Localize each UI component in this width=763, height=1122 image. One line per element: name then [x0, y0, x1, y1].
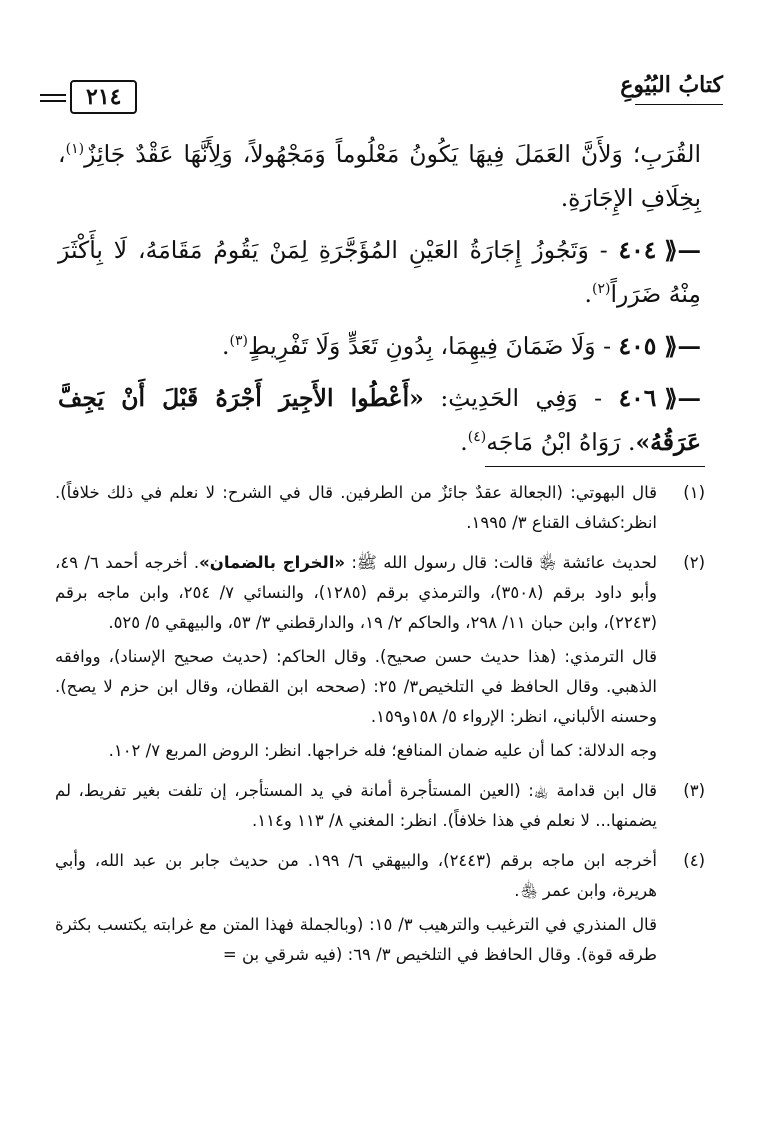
- page-header: [40, 70, 723, 116]
- hadith-quote: «الخراج بالضمان»: [199, 553, 346, 572]
- header-double-rule: [40, 94, 66, 102]
- book-title: كتابُ البُيُوعِ: [620, 72, 723, 98]
- footnote-separator: [485, 466, 705, 467]
- item-405: [58, 324, 701, 368]
- item-406: [58, 376, 701, 464]
- footnote-body: [55, 846, 657, 974]
- footnote-paragraph: قال ابن قدامة ﵀: (العين المستأجرة أمانة في يد المستأجر، إن تلفت بغير تفريط، لم يضمنها... لا نعلم في هذا خلافاً). انظر: المغني ٨/ ١١٣ و١١٤.: [55, 781, 657, 830]
- footnote-ref-4[interactable]: (٤): [467, 429, 487, 446]
- footnote-paragraph: قال البهوتي: (الجعالة عقدٌ جائزٌ من الطرفين. قال في الشرح: لا نعلم في ذلك خلافاً). انظر:كشاف القناع ٣/ ١٩٩٥.: [55, 483, 657, 532]
- hadith-quote: «أَعْطُوا الأَجِيرَ أَجْرَهُ قَبْلَ أَنْ يَجِفَّ عَرَقُهُ»: [58, 384, 701, 456]
- footnote-4: [55, 846, 705, 974]
- item-marker: —⟪: [664, 236, 701, 264]
- item-text: - وَفِي الحَدِيثِ:: [423, 384, 603, 412]
- footnote-lead-rest: . أخرجه أحمد ٦/ ٤٩، وأبو داود برقم (٣٥٠٨)، والترمذي برقم (١٢٨٥)، والنسائي ٧/ ٢٥٤، وابن ماجه برقم (٢٢٤٣)، وابن حبان ١١/ ٢٩٨، والحاكم ٢/ ١٩، والدارقطني ٣/ ٥٣، والبيهقي ٥/ ٥٢٥.: [55, 553, 658, 632]
- footnote-paragraph: قال الترمذي: (هذا حديث حسن صحيح). وقال الحاكم: (حديث صحيح الإسناد)، ووافقه الذهبي. وقال الحافظ في التلخيص٣/ ٢٥: (صححه ابن القطان، وقال ابن حزم لا يصح). وحسنه الألباني، انظر: الإرواء ٥/ ١٥٨و١٥٩.: [55, 647, 657, 726]
- footnote-paragraph: وجه الدلالة: كما أن عليه ضمان المنافع؛ فله خراجها. انظر: الروض المربع ٧/ ١٠٢.: [108, 741, 657, 760]
- paragraph-intro: [58, 132, 701, 220]
- footnote-number: (٤): [683, 851, 705, 870]
- item-number: ٤٠٥: [618, 332, 657, 360]
- footnote-number: (١): [683, 483, 705, 502]
- item-text: - وَلَا ضَمَانَ فِيهِمَا، بِدُونِ تَعَدٍّ وَلَا تَفْرِيطٍ: [247, 332, 612, 360]
- footnote-lead: لحديث عائشة ﵂ قالت: قال رسول الله ﷺ:: [345, 553, 657, 572]
- paragraph-text-end: ، بِخِلَافِ الإِجَارَةِ.: [58, 140, 701, 212]
- footnote-paragraph: قال المنذري في الترغيب والترهيب ٣/ ١٥: (وبالجملة فهذا المتن مع غرابته يكتسب بكثرة طرقه قوة). وقال الحافظ في التلخيص ٣/ ٦٩: (فيه شرقي بن =: [55, 915, 657, 964]
- item-text-end: .: [221, 332, 230, 360]
- title-underline: [635, 104, 723, 105]
- footnote-2: [55, 548, 705, 770]
- footnote-ref-3[interactable]: (٣): [229, 333, 248, 350]
- item-marker: —⟪: [664, 384, 702, 412]
- main-text: [58, 132, 701, 472]
- footnote-ref-2[interactable]: (٢): [591, 281, 611, 298]
- footnote-body: [55, 478, 657, 542]
- item-text-end: .: [584, 280, 592, 308]
- item-404: [58, 228, 701, 316]
- item-number: ٤٠٤: [618, 236, 657, 264]
- footnote-body: [55, 776, 657, 840]
- footnote-ref-1[interactable]: (١): [65, 141, 85, 158]
- footnote-number: (٣): [683, 781, 705, 800]
- item-text-end: .: [460, 428, 468, 456]
- footnote-paragraph: أخرجه ابن ماجه برقم (٢٤٤٣)، والبيهقي ٦/ ١٩٩. من حديث جابر بن عبد الله، وأبي هريرة، وابن عمر ﵃.: [55, 851, 657, 900]
- item-marker: —⟪: [664, 332, 701, 360]
- footnotes: [55, 478, 705, 980]
- footnote-number: (٢): [683, 553, 705, 572]
- item-text-after: . رَوَاهُ ابْنُ مَاجَه: [486, 428, 636, 456]
- page-number: ٢١٤: [70, 80, 137, 114]
- footnote-3: [55, 776, 705, 840]
- footnote-body: [55, 548, 657, 770]
- paragraph-text: القُرَبِ؛ وَلأَنَّ العَمَلَ فِيهَا يَكُونُ مَعْلُوماً وَمَجْهُولاً، وَلِأَنَّهَا عَقْدٌ جَائِزٌ: [84, 140, 701, 168]
- item-number: ٤٠٦: [618, 384, 657, 412]
- footnote-paragraph: [55, 548, 657, 638]
- footnote-1: [55, 478, 705, 542]
- item-text: - وَتَجُوزُ إِجَارَةُ العَيْنِ المُؤَجَّرَةِ لِمَنْ يَقُومُ مَقَامَهُ، لَا بِأَكْثَرَ مِنْهُ ضَرَراً: [58, 236, 701, 308]
